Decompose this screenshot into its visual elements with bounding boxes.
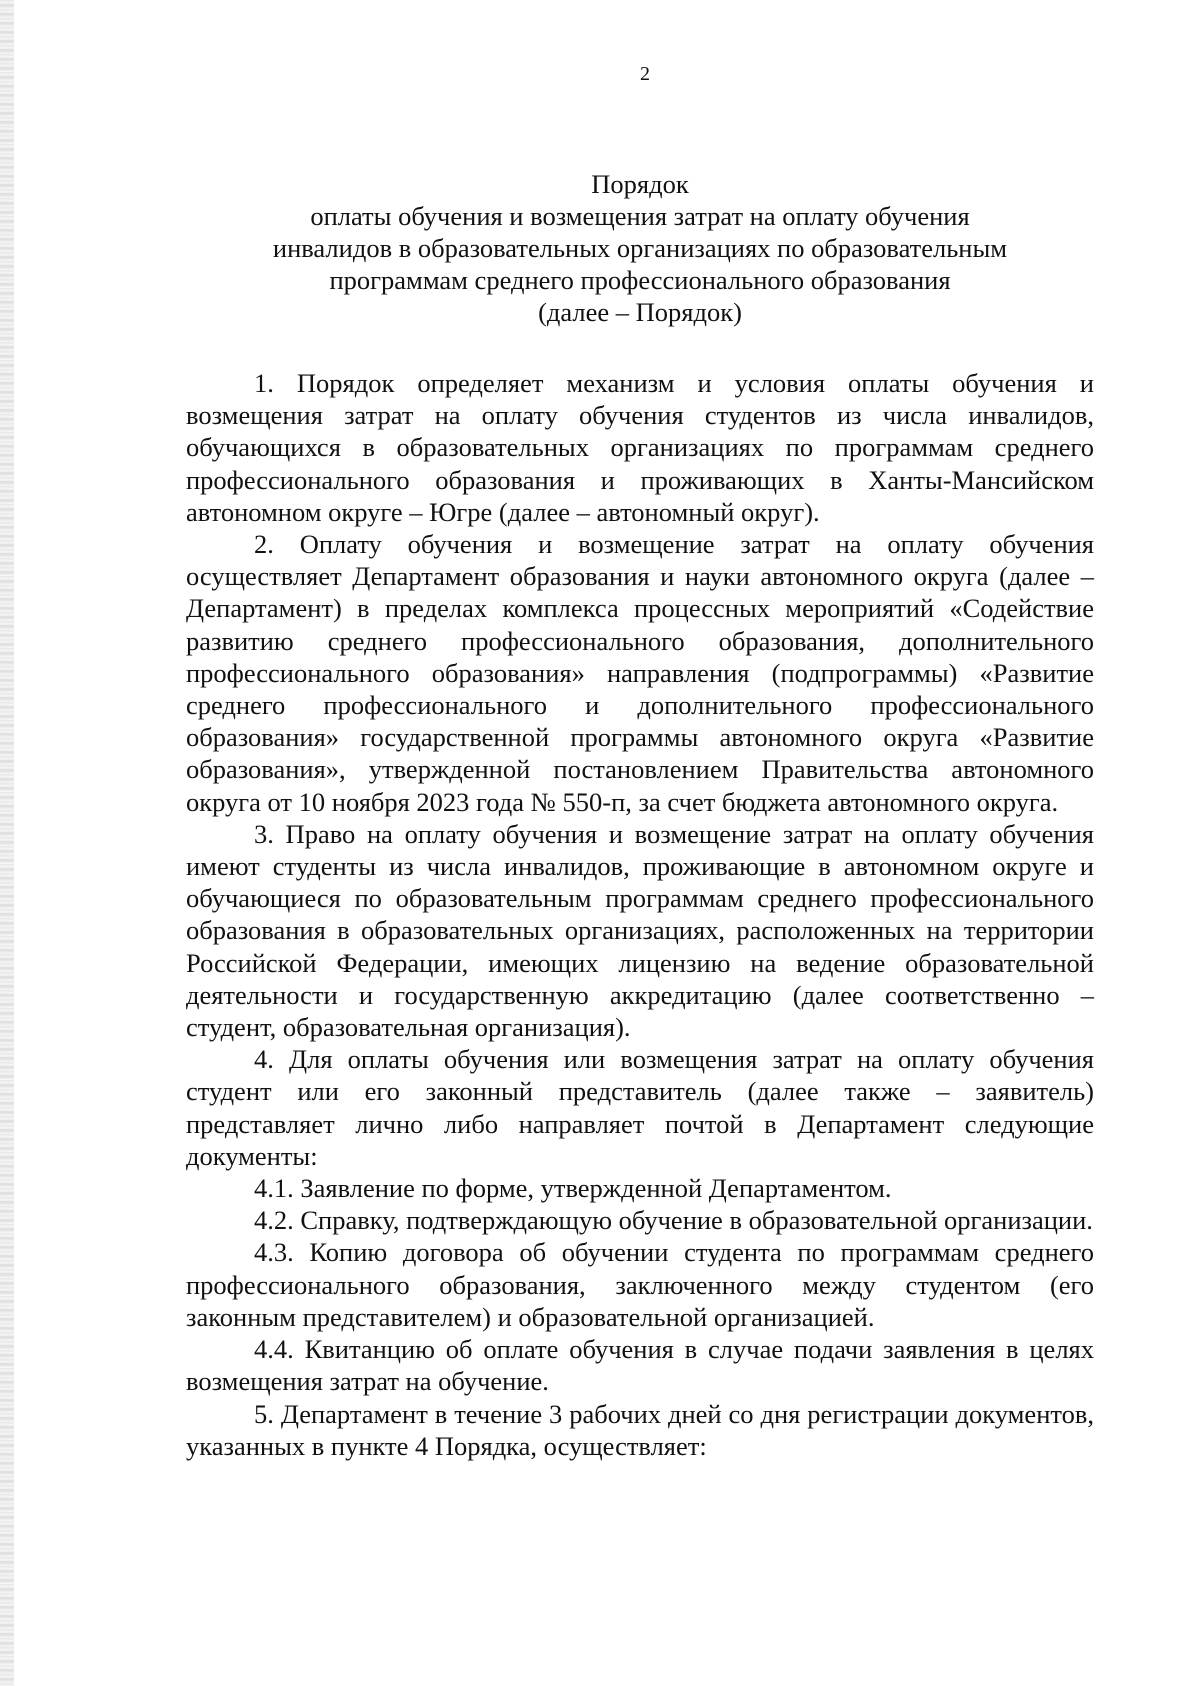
paragraph-5: 5. Департамент в течение 3 рабочих дней со дня регистрации документов, указанных в пункте 4 Порядка, осуществляет: xyxy=(186,1398,1094,1461)
scan-edge xyxy=(0,0,14,1686)
title-line: оплаты обучения и возмещения затрат на оплату обучения xyxy=(310,201,970,231)
title-line: программам среднего профессионального образования xyxy=(329,265,951,295)
paragraph-4-4: 4.4. Квитанцию об оплате обучения в случае подачи заявления в целях возмещения затрат на обучение. xyxy=(186,1334,1094,1397)
title-line: Порядок xyxy=(591,169,689,199)
document-title xyxy=(186,168,1094,328)
paragraph-4-1: 4.1. Заявление по форме, утвержденной Департаментом. xyxy=(254,1173,892,1204)
title-line: инвалидов в образовательных организациях по образовательным xyxy=(272,233,1008,263)
paragraph-3: 3. Право на оплату обучения и возмещение затрат на оплату обучения имеют студенты из числа инвалидов, проживающие в автономном округе и обучающиеся по образовательным программам среднего профессионального образования в образовательных организациях, расположенных на территории Российской Федерации, имеющих лицензию на ведение образовательной деятельности и государственную аккредитацию (далее соответственно – студент, образовательная организация). xyxy=(186,818,1094,1043)
paragraph-4-3: 4.3. Копию договора об обучении студента по программам среднего профессионального образования, заключенного между студентом (его законным представителем) и образовательной организацией. xyxy=(186,1237,1094,1332)
title-line: (далее – Порядок) xyxy=(538,297,742,327)
document-body xyxy=(186,367,1094,1462)
page-number: 2 xyxy=(640,63,650,85)
paragraph-1: 1. Порядок определяет механизм и условия оплаты обучения и возмещения затрат на оплату обучения студентов из числа инвалидов, обучающихся в образовательных организациях по программам среднего профессионального образования и проживающих в Ханты-Мансийском автономном округе – Югре (далее – автономный округ). xyxy=(186,368,1094,527)
paragraph-4: 4. Для оплаты обучения или возмещения затрат на оплату обучения студент или его законный представитель (далее также – заявитель) представляет лично либо направляет почтой в Департамент следующие документы: xyxy=(186,1044,1094,1171)
paragraph-2: 2. Оплату обучения и возмещение затрат на оплату обучения осуществляет Департамент образования и науки автономного округа (далее – Департамент) в пределах комплекса процессных мероприятий «Содействие развитию среднего профессионального образования, дополнительного профессионального образования» направления (подпрограммы) «Развитие среднего профессионального и дополнительного профессионального образования» государственной программы автономного округа «Развитие образования», утвержденной постановлением Правительства автономного округа от 10 ноября 2023 года № 550-п, за счет бюджета автономного округа. xyxy=(186,529,1094,817)
paragraph-4-2: 4.2. Справку, подтверждающую обучение в образовательной организации. xyxy=(254,1205,1093,1236)
